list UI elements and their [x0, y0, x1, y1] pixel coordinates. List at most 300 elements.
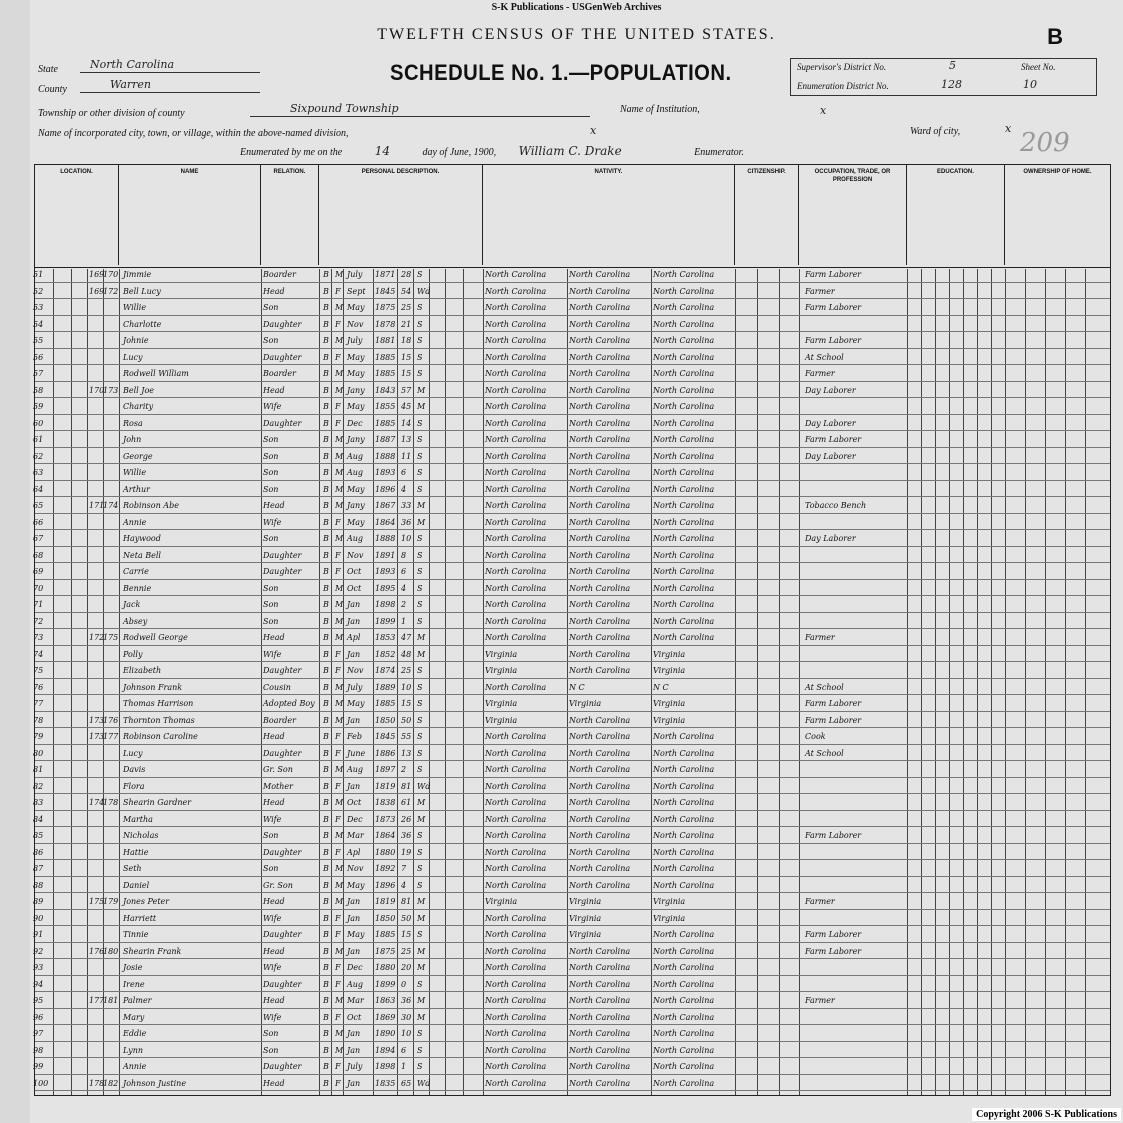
cell-b1: North Carolina [485, 517, 547, 527]
cell-b2: North Carolina [569, 534, 631, 543]
cell-age: 26 [401, 814, 412, 824]
cell-b3: North Carolina [653, 963, 715, 972]
publisher-banner: S-K Publications - USGenWeb Archives [491, 2, 662, 13]
cell-sex: M [335, 765, 344, 774]
cell-age: 2 [401, 600, 407, 609]
cell-b1: North Carolina [485, 319, 547, 329]
cell-rel: Gr. Son [263, 880, 293, 890]
cell-dw: 173 [89, 732, 105, 741]
cell-b2: North Carolina [569, 319, 631, 329]
cell-fam: 177 [103, 732, 119, 741]
cell-sex: M [335, 270, 344, 279]
section-education-label: EDUCATION. [937, 169, 974, 175]
cell-fam: 170 [103, 270, 119, 279]
cell-rel: Son [263, 303, 279, 312]
cell-sex: F [335, 649, 341, 659]
cell-age: 30 [401, 1012, 412, 1022]
cell-yr: 1875 [375, 303, 396, 312]
table-row [35, 418, 1110, 432]
cell-yr: 1885 [375, 699, 396, 708]
cell-sex: M [335, 534, 344, 543]
cell-name: Josie [123, 963, 143, 972]
cell-age: 8 [401, 550, 407, 560]
cell-yr: 1874 [375, 666, 396, 675]
cell-race: B [323, 451, 329, 461]
cell-race: B [323, 682, 329, 692]
cell-b3: North Carolina [653, 303, 715, 312]
cell-b2: North Carolina [569, 715, 631, 725]
cell-yr: 1898 [375, 600, 396, 609]
page-stamp: 209 [1020, 128, 1070, 158]
cell-sex: F [335, 352, 341, 362]
cell-mo: Jan [347, 781, 361, 791]
cell-b1: North Carolina [485, 963, 547, 972]
cell-ms: M [417, 897, 426, 906]
cell-ms: M [417, 649, 426, 659]
cell-yr: 1896 [375, 880, 396, 890]
table-row [35, 385, 1110, 399]
cell-name: Nicholas [123, 831, 159, 840]
cell-sex: M [335, 996, 344, 1005]
cell-sex: F [335, 732, 341, 741]
cell-age: 21 [401, 319, 412, 329]
cell-n: 93 [33, 963, 44, 972]
cell-mo: Aug [347, 979, 364, 989]
section-location-label: LOCATION. [60, 169, 93, 175]
cell-age: 81 [401, 781, 412, 791]
cell-ms: S [417, 1029, 423, 1038]
cell-rel: Boarder [263, 715, 296, 725]
cell-b1: North Carolina [485, 946, 547, 956]
cell-sex: M [335, 435, 344, 444]
cell-rel: Wife [263, 517, 282, 527]
cell-occ: Farm Laborer [805, 946, 862, 956]
cell-age: 50 [401, 913, 412, 923]
cell-name: Irene [123, 979, 145, 989]
cell-yr: 1819 [375, 781, 396, 791]
cell-b1: Virginia [485, 715, 518, 725]
cell-ms: S [417, 732, 423, 741]
cell-name: Hattie [123, 847, 149, 857]
cell-race: B [323, 699, 329, 708]
cell-name: John [123, 435, 142, 444]
table-row [35, 517, 1110, 531]
cell-name: Bell Joe [123, 385, 155, 395]
cell-age: 25 [401, 303, 412, 312]
cell-sex: M [335, 616, 344, 626]
cell-age: 13 [401, 435, 412, 444]
cell-ms: M [417, 814, 426, 824]
cell-age: 48 [401, 649, 412, 659]
cell-mo: Dec [347, 963, 363, 972]
cell-age: 6 [401, 1045, 407, 1055]
cell-dw: 173 [89, 715, 105, 725]
cell-yr: 1863 [375, 996, 396, 1005]
cell-n: 61 [33, 435, 44, 444]
cell-ms: M [417, 963, 426, 972]
cell-n: 99 [33, 1062, 44, 1071]
cell-yr: 1838 [375, 798, 396, 807]
cell-rel: Head [263, 996, 285, 1005]
table-row [35, 352, 1110, 366]
cell-yr: 1886 [375, 748, 396, 758]
table-rows [35, 269, 1110, 1095]
cell-b1: North Carolina [485, 864, 547, 873]
cell-yr: 1835 [375, 1078, 396, 1088]
cell-yr: 1850 [375, 715, 396, 725]
cell-age: 36 [401, 517, 412, 527]
cell-b3: North Carolina [653, 781, 715, 791]
cell-age: 4 [401, 583, 407, 593]
cell-mo: Mar [347, 996, 364, 1005]
table-row [35, 1078, 1110, 1092]
cell-race: B [323, 484, 329, 494]
table-row [35, 962, 1110, 976]
cell-b2: North Carolina [569, 336, 631, 345]
state-value: North Carolina [90, 58, 175, 71]
table-row [35, 319, 1110, 333]
cell-name: Willie [123, 303, 147, 312]
section-nativity-label: NATIVITY. [594, 169, 623, 175]
cell-yr: 1885 [375, 418, 396, 428]
cell-age: 15 [401, 352, 412, 362]
cell-dw: 178 [89, 1078, 105, 1088]
cell-b1: North Carolina [485, 814, 547, 824]
cell-b2: Virginia [569, 699, 602, 708]
cell-race: B [323, 897, 329, 906]
cell-age: 54 [401, 286, 412, 296]
cell-rel: Daughter [263, 418, 302, 428]
cell-b2: North Carolina [569, 732, 631, 741]
cell-race: B [323, 1062, 329, 1071]
cell-yr: 1892 [375, 864, 396, 873]
cell-b3: North Carolina [653, 616, 715, 626]
cell-occ: Farm Laborer [805, 699, 862, 708]
cell-age: 18 [401, 336, 412, 345]
sheet-label: Sheet No. [1021, 62, 1056, 72]
cell-b3: N C [653, 682, 669, 692]
cell-age: 36 [401, 831, 412, 840]
cell-sex: M [335, 864, 344, 873]
cell-b1: North Carolina [485, 732, 547, 741]
cell-n: 85 [33, 831, 44, 840]
cell-name: Shearin Gardner [123, 798, 192, 807]
table-row [35, 814, 1110, 828]
cell-yr: 1893 [375, 468, 396, 477]
cell-mo: Dec [347, 418, 363, 428]
cell-b2: North Carolina [569, 979, 631, 989]
cell-b1: North Carolina [485, 270, 547, 279]
cell-b2: North Carolina [569, 831, 631, 840]
cell-b1: North Carolina [485, 303, 547, 312]
cell-b3: Virginia [653, 649, 686, 659]
cell-b2: North Carolina [569, 666, 631, 675]
cell-b2: North Carolina [569, 847, 631, 857]
cell-b1: North Carolina [485, 1062, 547, 1071]
cell-n: 92 [33, 946, 44, 956]
cell-yr: 1875 [375, 946, 396, 956]
cell-race: B [323, 435, 329, 444]
cell-mo: June [347, 748, 366, 758]
cell-mo: Jan [347, 715, 361, 725]
cell-occ: At School [805, 352, 844, 362]
cell-occ: Day Laborer [805, 534, 856, 543]
cell-name: Davis [123, 765, 146, 774]
cell-age: 57 [401, 385, 412, 395]
cell-occ: At School [805, 748, 844, 758]
cell-name: Eddie [123, 1029, 147, 1038]
cell-ms: S [417, 534, 423, 543]
table-row [35, 484, 1110, 498]
cell-mo: July [347, 682, 363, 692]
cell-mo: Oct [347, 583, 362, 593]
cell-occ: Farm Laborer [805, 336, 862, 345]
cell-b1: North Carolina [485, 550, 547, 560]
cell-dw: 172 [89, 633, 105, 642]
cell-rel: Cousin [263, 682, 291, 692]
section-relation-label: RELATION. [273, 169, 306, 175]
cell-b3: North Carolina [653, 1045, 715, 1055]
cell-n: 84 [33, 814, 44, 824]
table-row [35, 649, 1110, 663]
cell-mo: Aug [347, 534, 364, 543]
table-row [35, 913, 1110, 927]
county-value: Warren [110, 78, 152, 91]
cell-yr: 1899 [375, 616, 396, 626]
cell-ms: S [417, 369, 423, 378]
cell-mo: Jan [347, 600, 361, 609]
cell-b1: Virginia [485, 699, 518, 708]
table-row [35, 847, 1110, 861]
cell-n: 80 [33, 748, 44, 758]
city-label: Name of incorporated city, town, or village, within the above-named division, [38, 128, 349, 139]
county-line [80, 80, 260, 93]
cell-b3: North Carolina [653, 270, 715, 279]
cell-name: Robinson Abe [123, 501, 179, 510]
cell-b1: Virginia [485, 666, 518, 675]
cell-yr: 1878 [375, 319, 396, 329]
cell-b3: North Carolina [653, 435, 715, 444]
cell-rel: Daughter [263, 979, 302, 989]
cell-age: 25 [401, 666, 412, 675]
cell-b2: North Carolina [569, 352, 631, 362]
cell-b1: North Carolina [485, 781, 547, 791]
cell-mo: July [347, 270, 363, 279]
cell-fam: 178 [103, 798, 119, 807]
cell-race: B [323, 913, 329, 923]
cell-sex: F [335, 1078, 341, 1088]
township-label: Township or other division of county [38, 108, 185, 119]
cell-mo: Jany [347, 501, 365, 510]
cell-b2: North Carolina [569, 517, 631, 527]
table-row [35, 995, 1110, 1009]
cell-fam: 180 [103, 946, 119, 956]
cell-name: Rodwell George [123, 633, 188, 642]
cell-mo: July [347, 1062, 363, 1071]
cell-race: B [323, 930, 329, 939]
table-row [35, 500, 1110, 514]
cell-rel: Head [263, 732, 285, 741]
cell-b3: North Carolina [653, 1012, 715, 1022]
cell-sex: F [335, 517, 341, 527]
cell-yr: 1899 [375, 979, 396, 989]
table-row [35, 302, 1110, 316]
cell-sex: F [335, 666, 341, 675]
cell-mo: Nov [347, 666, 364, 675]
cell-race: B [323, 1012, 329, 1022]
cell-dw: 177 [89, 996, 105, 1005]
cell-rel: Head [263, 946, 285, 956]
cell-b1: North Carolina [485, 996, 547, 1005]
table-row [35, 599, 1110, 613]
cell-b2: North Carolina [569, 996, 631, 1005]
cell-b1: North Carolina [485, 336, 547, 345]
cell-b1: North Carolina [485, 1045, 547, 1055]
cell-rel: Son [263, 534, 279, 543]
cell-n: 83 [33, 798, 44, 807]
cell-b1: North Carolina [485, 600, 547, 609]
cell-yr: 1864 [375, 517, 396, 527]
cell-yr: 1895 [375, 583, 396, 593]
cell-n: 91 [33, 930, 44, 939]
cell-age: 50 [401, 715, 412, 725]
cell-occ: Farmer [805, 633, 835, 642]
cell-race: B [323, 517, 329, 527]
cell-rel: Boarder [263, 270, 296, 279]
cell-sex: F [335, 930, 341, 939]
cell-yr: 1885 [375, 930, 396, 939]
cell-b2: North Carolina [569, 798, 631, 807]
cell-yr: 1864 [375, 831, 396, 840]
county-label: County [38, 84, 67, 95]
cell-name: Willie [123, 468, 147, 477]
cell-n: 86 [33, 847, 44, 857]
cell-b3: North Carolina [653, 847, 715, 857]
cell-sex: F [335, 319, 341, 329]
cell-n: 75 [33, 666, 44, 675]
cell-b3: North Carolina [653, 798, 715, 807]
cell-mo: Aug [347, 451, 364, 461]
cell-dw: 171 [89, 501, 105, 510]
cell-b2: North Carolina [569, 369, 631, 378]
cell-yr: 1897 [375, 765, 396, 774]
cell-ms: M [417, 501, 426, 510]
cell-yr: 1894 [375, 1045, 396, 1055]
table-row [35, 929, 1110, 943]
cell-n: 98 [33, 1045, 44, 1055]
cell-b2: North Carolina [569, 748, 631, 758]
cell-yr: 1850 [375, 913, 396, 923]
cell-mo: Jany [347, 435, 365, 444]
enumerated-line [240, 144, 744, 158]
table-row [35, 665, 1110, 679]
cell-mo: Jan [347, 946, 361, 956]
cell-mo: Aug [347, 468, 364, 477]
cell-ms: S [417, 748, 423, 758]
table-row [35, 467, 1110, 481]
enumerated-middle: day of June, 1900, [422, 147, 497, 158]
cell-b2: North Carolina [569, 864, 631, 873]
section-ownership [1005, 165, 1110, 265]
cell-name: Robinson Caroline [123, 732, 198, 741]
cell-yr: 1880 [375, 963, 396, 972]
cell-b1: North Carolina [485, 880, 547, 890]
cell-b2: North Carolina [569, 781, 631, 791]
cell-name: Annie [123, 517, 147, 527]
cell-yr: 1893 [375, 567, 396, 576]
cell-b2: North Carolina [569, 402, 631, 411]
cell-mo: May [347, 402, 365, 411]
cell-name: George [123, 451, 153, 461]
cell-race: B [323, 748, 329, 758]
cell-rel: Daughter [263, 550, 302, 560]
cell-mo: Dec [347, 814, 363, 824]
cell-b1: North Carolina [485, 1012, 547, 1022]
table-row [35, 550, 1110, 564]
cell-ms: M [417, 517, 426, 527]
cell-rel: Daughter [263, 666, 302, 675]
cell-ms: S [417, 468, 423, 477]
cell-b1: North Carolina [485, 831, 547, 840]
cell-sex: M [335, 369, 344, 378]
cell-rel: Head [263, 1078, 285, 1088]
cell-b1: North Carolina [485, 748, 547, 758]
cell-mo: Aug [347, 765, 364, 774]
cell-n: 81 [33, 765, 44, 774]
cell-ms: S [417, 435, 423, 444]
section-occupation-label: OCCUPATION, TRADE, OR PROFESSION [814, 169, 891, 183]
cell-ms: S [417, 715, 423, 725]
table-row [35, 781, 1110, 795]
table-row [35, 583, 1110, 597]
cell-sex: F [335, 913, 341, 923]
table-row [35, 368, 1110, 382]
cell-rel: Son [263, 583, 279, 593]
table-row [35, 1028, 1110, 1042]
cell-age: 14 [401, 418, 412, 428]
cell-yr: 1888 [375, 451, 396, 461]
table-row [35, 896, 1110, 910]
cell-race: B [323, 319, 329, 329]
cell-age: 15 [401, 699, 412, 708]
cell-fam: 173 [103, 385, 119, 395]
cell-b1: North Carolina [485, 682, 547, 692]
table-row [35, 335, 1110, 349]
table-row [35, 764, 1110, 778]
cell-rel: Daughter [263, 319, 302, 329]
cell-sex: F [335, 286, 341, 296]
cell-n: 64 [33, 484, 44, 494]
cell-race: B [323, 979, 329, 989]
cell-rel: Son [263, 435, 279, 444]
cell-race: B [323, 616, 329, 626]
cell-ms: M [417, 913, 426, 923]
cell-b3: North Carolina [653, 418, 715, 428]
cell-ms: Wd [417, 286, 431, 296]
cell-name: Harriett [123, 913, 157, 923]
cell-age: 1 [401, 1062, 407, 1071]
cell-mo: Jan [347, 897, 361, 906]
cell-rel: Daughter [263, 567, 302, 576]
cell-ms: S [417, 765, 423, 774]
cell-mo: Jan [347, 1045, 361, 1055]
cell-sex: F [335, 963, 341, 972]
cell-rel: Wife [263, 1012, 282, 1022]
cell-b3: North Carolina [653, 319, 715, 329]
cell-race: B [323, 847, 329, 857]
cell-sex: F [335, 1012, 341, 1022]
cell-name: Rosa [123, 418, 143, 428]
